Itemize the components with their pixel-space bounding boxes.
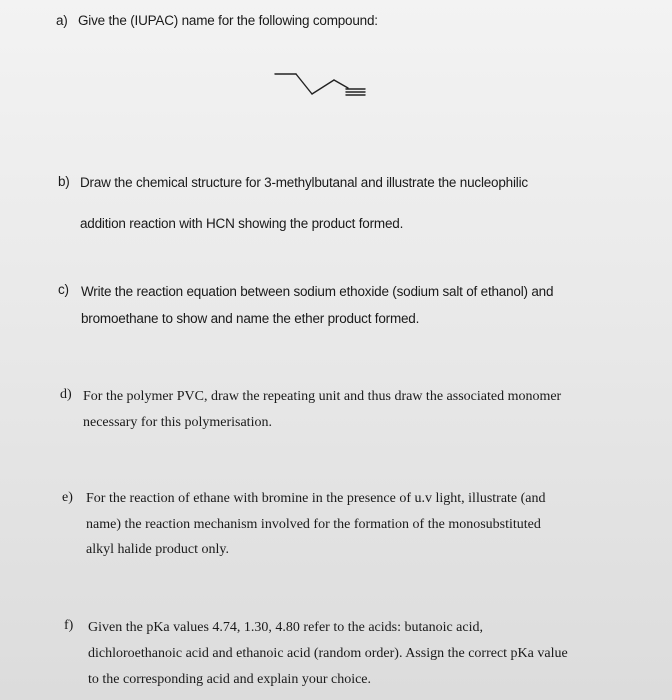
question-f-text-1: Given the pKa values 4.74, 1.30, 4.80 refer to the acids: butanoic acid, [88,620,483,635]
question-b-text-2: addition reaction with HCN showing the product formed. [80,216,404,231]
bond-line [334,80,348,88]
question-f-label: f) [64,618,74,633]
question-a-text: Give the (IUPAC) name for the following compound: [78,13,378,28]
question-d-text-1: For the polymer PVC, draw the repeating unit and thus draw the associated monomer [83,389,562,404]
question-c-text-2: bromoethane to show and name the ether product formed. [81,311,420,326]
bond-line [312,80,334,94]
question-f-text-2: dichloroethanoic acid and ethanoic acid (random order). Assign the correct pKa value [88,646,568,661]
question-e-label: e) [62,490,73,505]
question-b-label: b) [58,174,70,189]
question-d-label: d) [60,387,72,402]
question-c-label: c) [58,282,69,297]
question-d-text-2: necessary for this polymerisation. [83,415,272,430]
question-f-text-3: to the corresponding acid and explain your choice. [88,672,372,687]
question-c-text-1: Write the reaction equation between sodium ethoxide (sodium salt of ethanol) and [81,284,554,299]
question-e-text-1: For the reaction of ethane with bromine in the presence of u.v light, illustrate (and [86,491,546,506]
question-b-text-1: Draw the chemical structure for 3-methylbutanal and illustrate the nucleophilic [80,175,528,190]
question-e-text-3: alkyl halide product only. [86,542,229,557]
bond-line [296,74,312,94]
question-e-text-2: name) the reaction mechanism involved for the formation of the monosubstituted [86,517,541,532]
skeletal-structure-drawing [272,68,372,108]
question-a-label: a) [56,13,68,28]
